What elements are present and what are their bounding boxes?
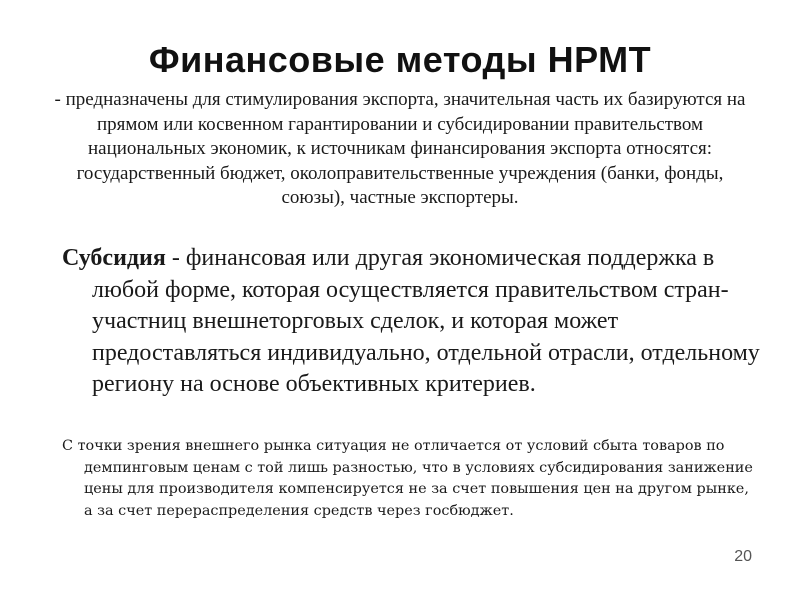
subsidy-definition: - финансовая или другая экономическая поддержка в любой форме, которая осуществляется правительством стран-участниц внешнеторговых сделок, и которая может предоставляться индивидуально, отдельной отрасли, отдельному региону на основе объективных критериев.	[92, 245, 760, 398]
note-paragraph: С точки зрения внешнего рынка ситуация не отличается от условий сбыта товаров по демпинговым ценам с той лишь разностью, что в условиях субсидирования занижение цены для производителя компенсируется не за счет повышения цен на другом рынке, а за счет перераспределения средств через госбюджет.	[62, 438, 753, 519]
intro-paragraph: - предназначены для стимулирования экспорта, значительная часть их базируются на прямом или косвенном гарантировании и субсидировании правительством национальных экономик, к источникам финансирования экспорта относятся: государственный бюджет, околоправительственные учреждения (банки, фонды, союзы), частные экспортеры.	[54, 89, 746, 208]
subsidy-paragraph	[62, 243, 772, 401]
slide-title: Финансовые методы НРМТ	[148, 39, 652, 80]
page-number: 20	[734, 548, 752, 565]
subsidy-term: Субсидия	[62, 245, 166, 271]
